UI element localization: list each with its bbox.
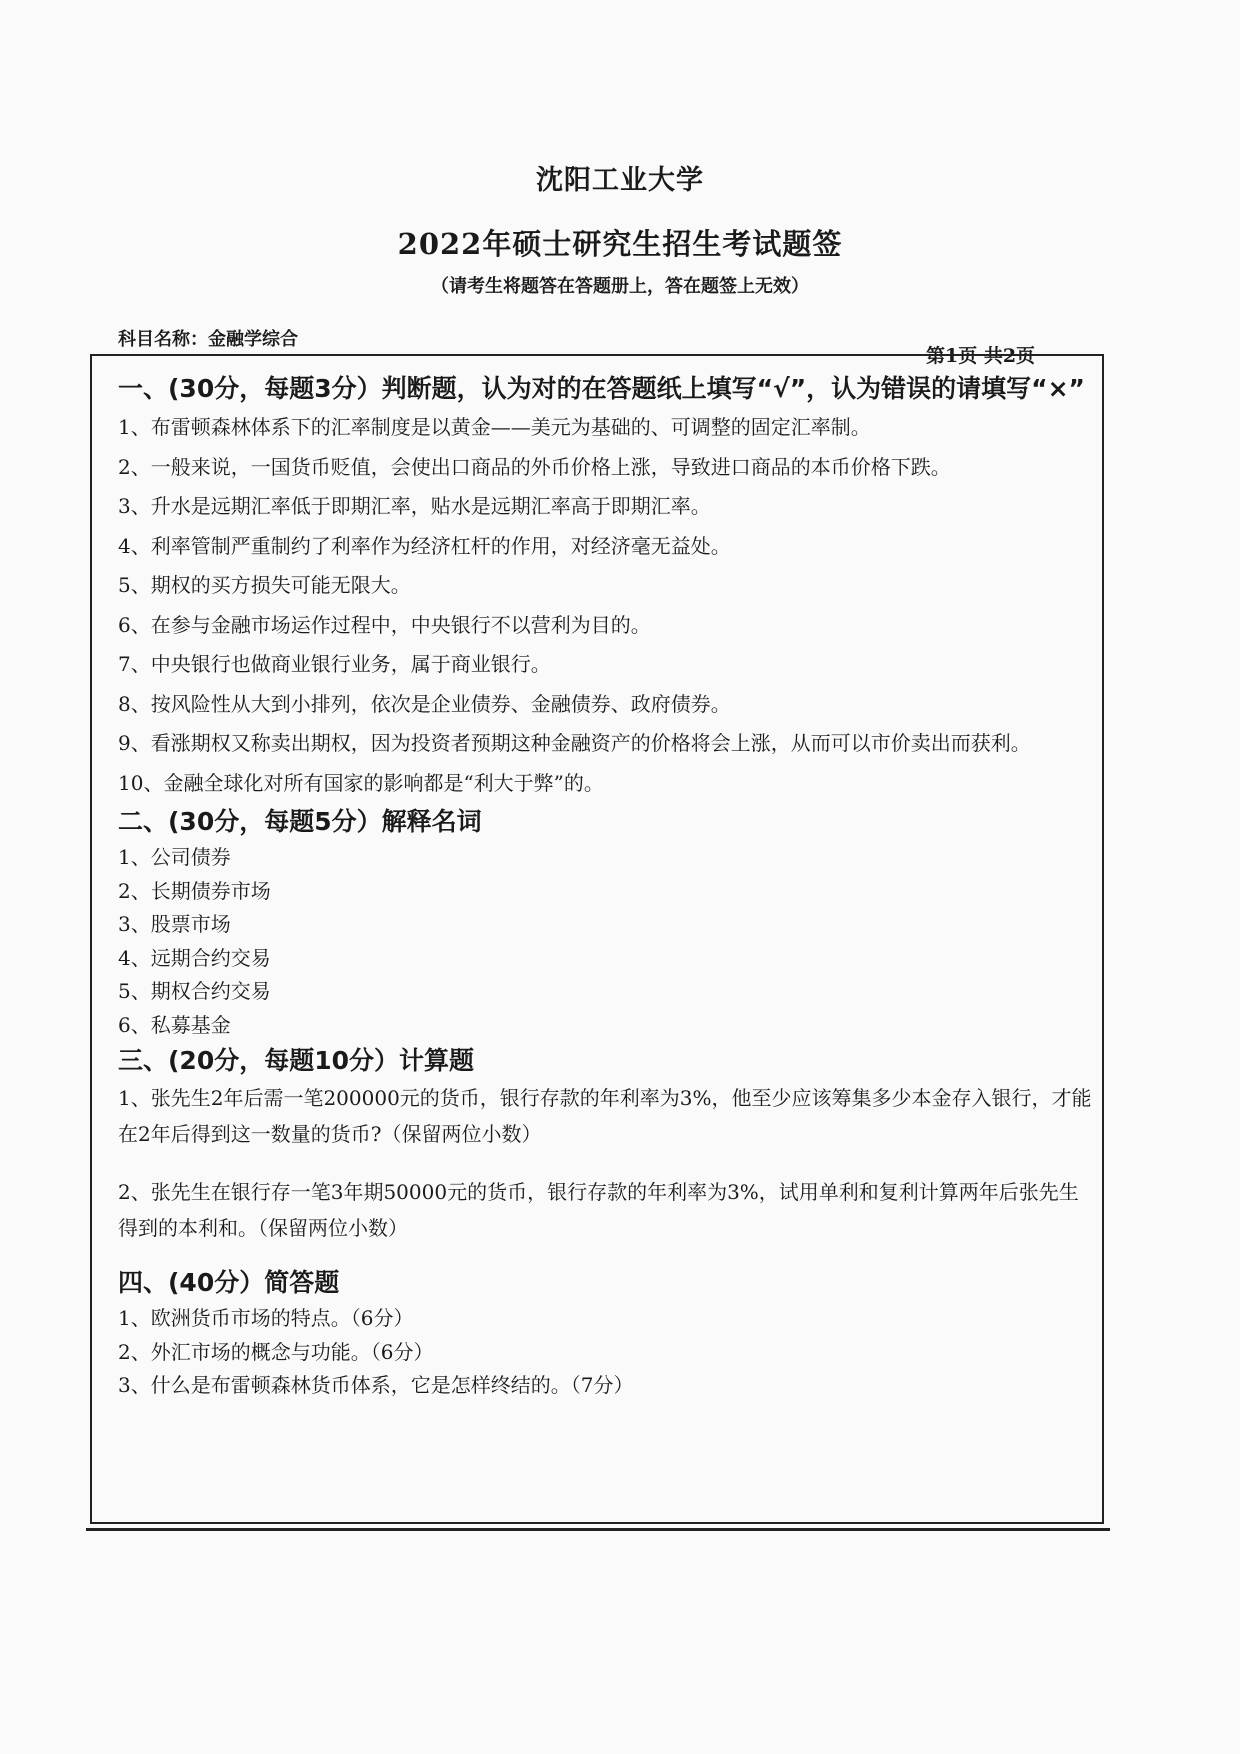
question-item: 2、长期债券市场 [118,878,271,903]
question-item: 1、公司债券 [118,845,231,869]
question-item: 2、外汇市场的概念与功能。（6分） [118,1339,434,1364]
section-title: 一、(30分，每题3分）判断题，认为对的在答题纸上填写“√”，认为错误的请填写“×” [118,374,1085,403]
section-title: 四、(40分）简答题 [118,1268,340,1297]
section-title: 三、(20分，每题10分）计算题 [118,1046,475,1075]
question-item: 4、远期合约交易 [118,945,271,970]
question-item: 5、期权合约交易 [118,979,271,1003]
question-item: 6、私募基金 [118,1012,231,1037]
section-judgment [118,370,1098,803]
question-item: 3、股票市场 [118,912,231,936]
box-bottom-rule [86,1528,1110,1531]
section-terms [118,803,1098,1042]
question-item: 3、什么是布雷顿森林货币体系，它是怎样终结的。（7分） [118,1373,634,1397]
question-item: 7、中央银行也做商业银行业务，属于商业银行。 [118,652,551,676]
question-item: 2、一般来说，一国货币贬值，会使出口商品的外币价格上涨，导致进口商品的本币价格下跌。 [118,454,951,479]
subject-name: 科目名称：金融学综合 [118,329,298,350]
question-item: 1、张先生2年后需一笔200000元的货币，银行存款的年利率为3%，他至少应该筹集多少本金存入银行，才能在2年后得到这一数量的货币?（保留两位小数） [118,1086,1092,1146]
section-short-answer [118,1264,1098,1403]
question-item: 2、张先生在银行存一笔3年期50000元的货币，银行存款的年利率为3%，试用单利和复利计算两年后张先生得到的本利和。（保留两位小数） [118,1180,1079,1240]
section-calculation [118,1042,1098,1246]
question-item: 4、利率管制严重制约了利率作为经济杠杆的作用，对经济毫无益处。 [118,533,731,558]
exam-title: 2022年硕士研究生招生考试题签 [397,227,843,261]
question-item: 3、升水是远期汇率低于即期汇率，贴水是远期汇率高于即期汇率。 [118,494,711,518]
exam-notice: （请考生将题答在答题册上，答在题签上无效） [431,276,809,297]
exam-content [118,370,1098,1403]
section-title: 二、(30分，每题5分）解释名词 [118,807,482,836]
question-item: 5、期权的买方损失可能无限大。 [118,573,411,597]
question-item: 8、按风险性从大到小排列，依次是企业债券、金融债券、政府债券。 [118,691,731,716]
question-item: 1、布雷顿森林体系下的汇率制度是以黄金——美元为基础的、可调整的固定汇率制。 [118,415,871,439]
school-name: 沈阳工业大学 [536,165,704,196]
question-item: 1、欧洲货币市场的特点。（6分） [118,1306,414,1330]
page-info: 第1页 共2页 [926,345,1036,367]
question-item: 9、看涨期权又称卖出期权，因为投资者预期这种金融资产的价格将会上涨，从而可以市价卖出而获利。 [118,731,1031,755]
question-item: 6、在参与金融市场运作过程中，中央银行不以营利为目的。 [118,612,651,637]
question-item: 10、金融全球化对所有国家的影响都是“利大于弊”的。 [118,770,604,795]
